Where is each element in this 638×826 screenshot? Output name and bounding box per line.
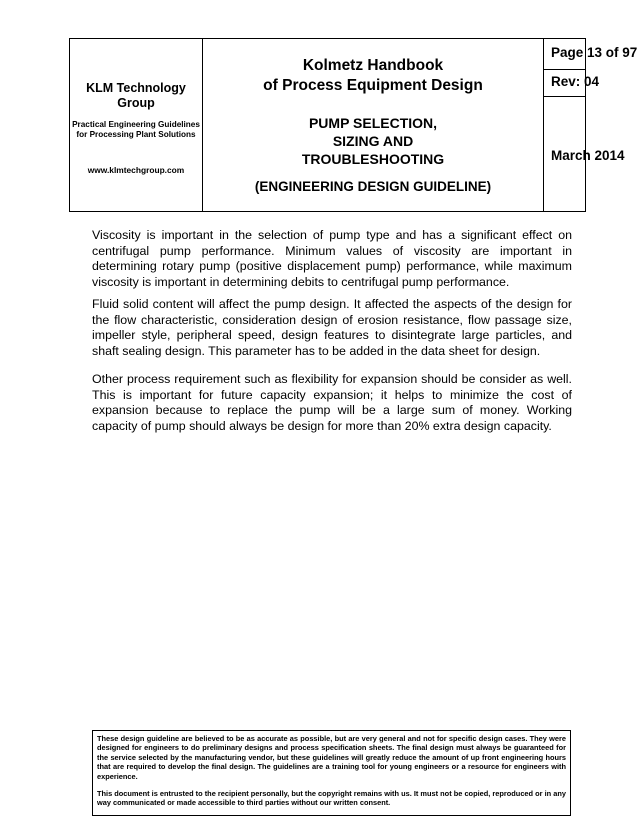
title-cell bbox=[203, 39, 544, 211]
body-paragraph-expansion: Other process requirement such as flexibility for expansion should be consider as well. This is important for future capacity expansion; it helps to minimize the cost of expansion because to replace the pump will be a large sum of money. Working capacity of pump should always be design for more than 20% extra design capacity. bbox=[92, 372, 572, 433]
footer-disclaimer bbox=[92, 730, 571, 816]
document-header bbox=[69, 38, 638, 212]
handbook-title-line2: of Process Equipment Design bbox=[263, 77, 483, 94]
subject-line3: TROUBLESHOOTING bbox=[301, 151, 445, 167]
guideline-type: (ENGINEERING DESIGN GUIDELINE) bbox=[254, 179, 492, 194]
page-number-cell bbox=[544, 39, 638, 70]
document-date: March 2014 bbox=[551, 148, 625, 163]
subject-line2: SIZING AND bbox=[332, 133, 414, 149]
company-website: www.klmtechgroup.com bbox=[87, 165, 185, 175]
date-cell bbox=[544, 96, 625, 211]
handbook-title-line1: Kolmetz Handbook bbox=[302, 57, 444, 74]
subject-line1: PUMP SELECTION, bbox=[308, 115, 438, 131]
page-number: Page 13 of 97 bbox=[551, 45, 638, 60]
disclaimer-copyright: This document is entrusted to the recipient personally, but the copyright remains with us. It must not be copied, reproduced or in any way communicated or made accessible to third parties without our written consent. bbox=[97, 789, 566, 808]
document-subject bbox=[203, 114, 543, 168]
revision: Rev: 04 bbox=[551, 74, 600, 89]
disclaimer-accuracy: These design guideline are believed to be as accurate as possible, but are very general and not for specific design cases. They were designed for engineers to do preliminary designs and process specification sheets. The final design must always be guaranteed for the service selected by the manufacturing vendor, but these guidelines will greatly reduce the amount of up front engineering hours that are required to develop the final design. The guidelines are a training tool for young engineers or a resource for engineers with experience. bbox=[97, 734, 566, 781]
company-name: KLM Technology Group bbox=[86, 81, 186, 110]
handbook-title bbox=[203, 56, 543, 96]
company-tagline: Practical Engineering Guidelines for Processing Plant Solutions bbox=[72, 120, 200, 139]
body-paragraph-solids: Fluid solid content will affect the pump design. It affected the aspects of the design for the flow characteristic, consideration design of erosion resistance, flow passage size, impeller style, peripheral speed, design features to disintegrate large particles, and shaft sealing design. This parameter has to be added in the data sheet for design. bbox=[92, 297, 572, 358]
revision-cell bbox=[544, 69, 600, 97]
body-paragraph-viscosity: Viscosity is important in the selection of pump type and has a significant effect on centrifugal pump performance. Minimum values of viscosity are important in determining rotary pump (positive displacement pump) performance, while maximum viscosity is important in determining debits to centrifugal pump performance. bbox=[92, 228, 572, 289]
company-info-cell bbox=[70, 39, 203, 211]
